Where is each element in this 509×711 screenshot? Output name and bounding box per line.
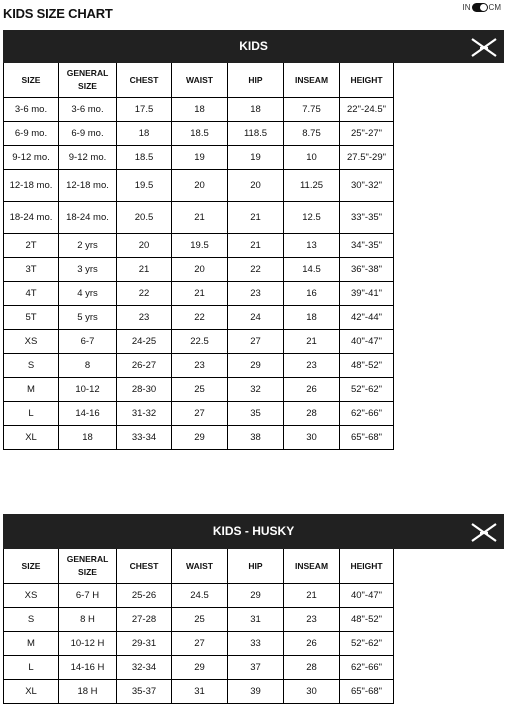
table-cell: 32 xyxy=(228,378,284,402)
table-cell: 12-18 mo. xyxy=(59,170,117,202)
table-cell: 25"-27" xyxy=(340,122,394,146)
table-cell: 21 xyxy=(172,282,228,306)
table-cell: 34"-35" xyxy=(340,234,394,258)
table-cell: 40"-47" xyxy=(340,330,394,354)
table-row xyxy=(4,632,504,656)
husky-size-table xyxy=(3,514,504,704)
table-cell: 40"-47" xyxy=(340,584,394,608)
table-cell: 23 xyxy=(117,306,172,330)
table-cell: 48"-52" xyxy=(340,608,394,632)
table-cell: 29 xyxy=(228,354,284,378)
table-cell: 19.5 xyxy=(172,234,228,258)
table-cell: 18 H xyxy=(59,680,117,704)
table-cell: 35 xyxy=(228,402,284,426)
table-cell: 11.25 xyxy=(284,170,340,202)
empty-cell xyxy=(394,146,504,170)
table-cell: 30 xyxy=(284,426,340,450)
table-cell: 8 xyxy=(59,354,117,378)
table-cell: 21 xyxy=(284,330,340,354)
table-cell: 27 xyxy=(228,330,284,354)
table-row xyxy=(4,426,504,450)
unit-cm-label: CM xyxy=(488,3,501,12)
table-cell: 28 xyxy=(284,402,340,426)
column-header: WAIST xyxy=(172,549,228,584)
column-header: HIP xyxy=(228,63,284,98)
table-row xyxy=(4,330,504,354)
table-cell: 29 xyxy=(172,426,228,450)
empty-cell xyxy=(394,378,504,402)
table-row xyxy=(4,122,504,146)
table-cell: 52"-62" xyxy=(340,632,394,656)
table-cell: 18 xyxy=(284,306,340,330)
table-cell: 22"-24.5" xyxy=(340,98,394,122)
column-header: CHEST xyxy=(117,549,172,584)
table-cell: 23 xyxy=(172,354,228,378)
table-cell: 21 xyxy=(117,258,172,282)
table-cell: 14.5 xyxy=(284,258,340,282)
column-header: INSEAM xyxy=(284,549,340,584)
table-cell: L xyxy=(4,656,59,680)
toggle-knob xyxy=(480,4,487,11)
table-row xyxy=(4,258,504,282)
empty-cell xyxy=(394,98,504,122)
table-cell: 27-28 xyxy=(117,608,172,632)
empty-cell xyxy=(394,549,504,584)
table-cell: 5T xyxy=(4,306,59,330)
table-cell: 16 xyxy=(284,282,340,306)
table-cell: 21 xyxy=(228,202,284,234)
table-cell: 18.5 xyxy=(172,122,228,146)
table-cell: S xyxy=(4,354,59,378)
table-cell: 8.75 xyxy=(284,122,340,146)
table-cell: 18 xyxy=(117,122,172,146)
table-cell: 2T xyxy=(4,234,59,258)
table-cell: M xyxy=(4,378,59,402)
table-row xyxy=(4,656,504,680)
table-cell: 42"-44" xyxy=(340,306,394,330)
table-cell: 33-34 xyxy=(117,426,172,450)
empty-cell xyxy=(394,63,504,98)
table-cell: 18-24 mo. xyxy=(59,202,117,234)
table-cell: 18 xyxy=(228,98,284,122)
table-cell: 12-18 mo. xyxy=(4,170,59,202)
unit-in-label: IN xyxy=(462,3,471,12)
kids-table-header-bar xyxy=(4,31,504,63)
table-cell: 24 xyxy=(228,306,284,330)
table-cell: 19.5 xyxy=(117,170,172,202)
table-row xyxy=(4,202,504,234)
column-header: INSEAM xyxy=(284,63,340,98)
table-cell: 6-9 mo. xyxy=(59,122,117,146)
table-cell: 22 xyxy=(228,258,284,282)
kids-size-table xyxy=(3,30,504,450)
table-row xyxy=(4,378,504,402)
table-cell: 35-37 xyxy=(117,680,172,704)
table-cell: 39 xyxy=(228,680,284,704)
empty-cell xyxy=(394,632,504,656)
empty-cell xyxy=(394,402,504,426)
table-cell: 48"-52" xyxy=(340,354,394,378)
table-cell: 3 yrs xyxy=(59,258,117,282)
table-cell: 25 xyxy=(172,378,228,402)
column-header: SIZE xyxy=(4,549,59,584)
toggle-switch[interactable] xyxy=(472,3,488,12)
table-cell: 17.5 xyxy=(117,98,172,122)
table-cell: 65"-68" xyxy=(340,426,394,450)
empty-cell xyxy=(394,234,504,258)
table-cell: 39"-41" xyxy=(340,282,394,306)
table-cell: 27.5"-29" xyxy=(340,146,394,170)
empty-cell xyxy=(394,306,504,330)
table-row xyxy=(4,170,504,202)
table-cell: S xyxy=(4,608,59,632)
table-cell: 27 xyxy=(172,402,228,426)
table-row xyxy=(4,402,504,426)
table-row xyxy=(4,608,504,632)
table-cell: 24-25 xyxy=(117,330,172,354)
table-cell: 18 xyxy=(59,426,117,450)
table-cell: 19 xyxy=(172,146,228,170)
table-cell: 18.5 xyxy=(117,146,172,170)
table-cell: 29 xyxy=(228,584,284,608)
table-cell: 4 yrs xyxy=(59,282,117,306)
empty-cell xyxy=(394,122,504,146)
column-header: SIZE xyxy=(4,63,59,98)
husky-table-header-bar xyxy=(4,515,504,549)
table-cell: 22.5 xyxy=(172,330,228,354)
table-cell: 25-26 xyxy=(117,584,172,608)
table-cell: 26-27 xyxy=(117,354,172,378)
empty-cell xyxy=(394,426,504,450)
table-cell: XS xyxy=(4,330,59,354)
table-cell: 10-12 H xyxy=(59,632,117,656)
table-cell: 18-24 mo. xyxy=(4,202,59,234)
table-cell: XL xyxy=(4,426,59,450)
table-row xyxy=(4,146,504,170)
table-cell: XS xyxy=(4,584,59,608)
table-cell: 5 yrs xyxy=(59,306,117,330)
unit-toggle[interactable] xyxy=(463,3,501,12)
table-cell: 21 xyxy=(228,234,284,258)
column-header: GENERAL SIZE xyxy=(59,549,117,584)
table-cell: L xyxy=(4,402,59,426)
table-cell: 14-16 H xyxy=(59,656,117,680)
table-cell: 3-6 mo. xyxy=(4,98,59,122)
table-cell: 62"-66" xyxy=(340,656,394,680)
table-cell: 6-7 xyxy=(59,330,117,354)
brand-logo-icon xyxy=(471,521,497,543)
table-cell: 32-34 xyxy=(117,656,172,680)
table-cell: 3-6 mo. xyxy=(59,98,117,122)
empty-cell xyxy=(394,202,504,234)
table-cell: 31 xyxy=(228,608,284,632)
table-row xyxy=(4,584,504,608)
table-cell: 118.5 xyxy=(228,122,284,146)
table-cell: 26 xyxy=(284,378,340,402)
kids-table-title: KIDS xyxy=(239,39,268,53)
brand-logo-icon xyxy=(471,36,497,58)
table-row xyxy=(4,282,504,306)
page-title: KIDS SIZE CHART xyxy=(3,6,113,21)
table-row xyxy=(4,306,504,330)
table-cell: 9-12 mo. xyxy=(4,146,59,170)
empty-cell xyxy=(394,258,504,282)
table-cell: 3T xyxy=(4,258,59,282)
table-cell: 28-30 xyxy=(117,378,172,402)
empty-cell xyxy=(394,656,504,680)
table-cell: 27 xyxy=(172,632,228,656)
table-cell: 20 xyxy=(172,170,228,202)
table-cell: 65"-68" xyxy=(340,680,394,704)
table-cell: 29-31 xyxy=(117,632,172,656)
table-cell: 31 xyxy=(172,680,228,704)
empty-cell xyxy=(394,608,504,632)
table-cell: 62"-66" xyxy=(340,402,394,426)
table-cell: 20 xyxy=(172,258,228,282)
table-cell: 28 xyxy=(284,656,340,680)
empty-cell xyxy=(394,680,504,704)
table-cell: 6-9 mo. xyxy=(4,122,59,146)
empty-cell xyxy=(394,330,504,354)
table-row xyxy=(4,98,504,122)
table-cell: 33 xyxy=(228,632,284,656)
column-header: CHEST xyxy=(117,63,172,98)
column-header: GENERAL SIZE xyxy=(59,63,117,98)
table-cell: 13 xyxy=(284,234,340,258)
table-cell: 30"-32" xyxy=(340,170,394,202)
table-cell: 25 xyxy=(172,608,228,632)
table-cell: 6-7 H xyxy=(59,584,117,608)
table-cell: 8 H xyxy=(59,608,117,632)
table-cell: 22 xyxy=(172,306,228,330)
table-row xyxy=(4,234,504,258)
table-cell: 29 xyxy=(172,656,228,680)
table-cell: 23 xyxy=(284,354,340,378)
column-header: WAIST xyxy=(172,63,228,98)
empty-cell xyxy=(394,354,504,378)
table-cell: 52"-62" xyxy=(340,378,394,402)
table-cell: 20 xyxy=(228,170,284,202)
table-cell: 26 xyxy=(284,632,340,656)
table-cell: 14-16 xyxy=(59,402,117,426)
table-cell: 23 xyxy=(284,608,340,632)
table-cell: 20 xyxy=(117,234,172,258)
table-cell: 7.75 xyxy=(284,98,340,122)
table-cell: 21 xyxy=(284,584,340,608)
table-cell: 24.5 xyxy=(172,584,228,608)
table-cell: 37 xyxy=(228,656,284,680)
table-cell: 20.5 xyxy=(117,202,172,234)
table-cell: 19 xyxy=(228,146,284,170)
table-cell: 31-32 xyxy=(117,402,172,426)
table-row xyxy=(4,680,504,704)
table-cell: 38 xyxy=(228,426,284,450)
table-cell: 9-12 mo. xyxy=(59,146,117,170)
empty-cell xyxy=(394,584,504,608)
column-header: HEIGHT xyxy=(340,63,394,98)
table-cell: 21 xyxy=(172,202,228,234)
table-cell: 2 yrs xyxy=(59,234,117,258)
table-cell: 18 xyxy=(172,98,228,122)
table-row xyxy=(4,354,504,378)
table-cell: 30 xyxy=(284,680,340,704)
table-cell: 10-12 xyxy=(59,378,117,402)
table-cell: 36"-38" xyxy=(340,258,394,282)
table-cell: 10 xyxy=(284,146,340,170)
table-cell: 23 xyxy=(228,282,284,306)
column-header: HEIGHT xyxy=(340,549,394,584)
husky-table-title: KIDS - HUSKY xyxy=(212,524,295,538)
table-cell: 22 xyxy=(117,282,172,306)
table-cell: 12.5 xyxy=(284,202,340,234)
empty-cell xyxy=(394,170,504,202)
table-cell: M xyxy=(4,632,59,656)
column-header: HIP xyxy=(228,549,284,584)
table-cell: XL xyxy=(4,680,59,704)
table-cell: 33"-35" xyxy=(340,202,394,234)
empty-cell xyxy=(394,282,504,306)
table-cell: 4T xyxy=(4,282,59,306)
